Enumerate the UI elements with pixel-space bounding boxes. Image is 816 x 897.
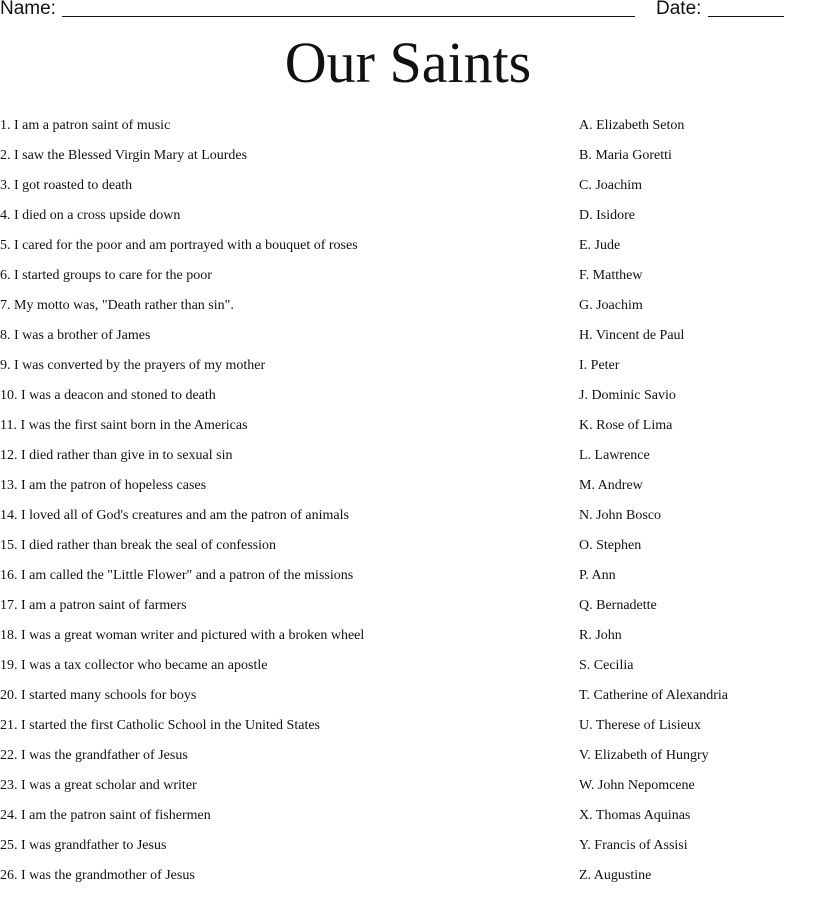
answer-item: S. Cecilia xyxy=(579,658,634,673)
clue-item: 19. I was a tax collector who became an apostle xyxy=(0,658,268,673)
clue-item: 10. I was a deacon and stoned to death xyxy=(0,388,216,403)
answer-item: P. Ann xyxy=(579,568,616,583)
clue-item: 24. I am the patron saint of fishermen xyxy=(0,808,211,823)
name-label: Name: xyxy=(0,0,56,19)
clue-item: 8. I was a brother of James xyxy=(0,328,151,343)
answer-item: Z. Augustine xyxy=(579,868,652,883)
clue-item: 26. I was the grandmother of Jesus xyxy=(0,868,195,883)
answer-item: B. Maria Goretti xyxy=(579,148,672,163)
answer-list xyxy=(579,117,809,897)
clue-item: 1. I am a patron saint of music xyxy=(0,118,171,133)
clue-item: 9. I was converted by the prayers of my mother xyxy=(0,358,266,373)
answer-item: N. John Bosco xyxy=(579,508,662,523)
answer-item: E. Jude xyxy=(579,238,621,253)
answer-item: I. Peter xyxy=(579,358,620,373)
clue-item: 20. I started many schools for boys xyxy=(0,688,197,703)
answer-item: C. Joachim xyxy=(579,178,642,193)
answer-item: M. Andrew xyxy=(579,478,643,493)
clue-item: 5. I cared for the poor and am portrayed with a bouquet of roses xyxy=(0,238,358,253)
clue-item: 4. I died on a cross upside down xyxy=(0,208,181,223)
answer-item: X. Thomas Aquinas xyxy=(579,808,691,823)
clue-item: 2. I saw the Blessed Virgin Mary at Lourdes xyxy=(0,148,248,163)
clue-item: 6. I started groups to care for the poor xyxy=(0,268,212,283)
answer-item: O. Stephen xyxy=(579,538,642,553)
clue-item: 11. I was the first saint born in the Americas xyxy=(0,418,248,433)
clue-item: 17. I am a patron saint of farmers xyxy=(0,598,187,613)
clue-item: 3. I got roasted to death xyxy=(0,178,133,193)
answer-item: U. Therese of Lisieux xyxy=(579,718,701,733)
clue-item: 15. I died rather than break the seal of confession xyxy=(0,538,277,553)
clue-item: 21. I started the first Catholic School in the United States xyxy=(0,718,320,733)
header-line xyxy=(0,0,816,22)
answer-item: Y. Francis of Assisi xyxy=(579,838,688,853)
answer-item: F. Matthew xyxy=(579,268,643,283)
answer-item: D. Isidore xyxy=(579,208,635,223)
clue-item: 13. I am the patron of hopeless cases xyxy=(0,478,207,493)
answer-item: Q. Bernadette xyxy=(579,598,657,613)
clue-item: 22. I was the grandfather of Jesus xyxy=(0,748,188,763)
answer-item: H. Vincent de Paul xyxy=(579,328,685,343)
answer-item: R. John xyxy=(579,628,622,643)
date-label: Date: xyxy=(656,0,702,19)
answer-item: L. Lawrence xyxy=(579,448,650,463)
clue-item: 18. I was a great woman writer and pictured with a broken wheel xyxy=(0,628,365,643)
clue-list xyxy=(0,117,560,897)
clue-item: 14. I loved all of God's creatures and am the patron of animals xyxy=(0,508,349,523)
clue-item: 25. I was grandfather to Jesus xyxy=(0,838,167,853)
answer-item: G. Joachim xyxy=(579,298,643,313)
clue-item: 16. I am called the "Little Flower" and a patron of the missions xyxy=(0,568,354,583)
clue-item: 7. My motto was, "Death rather than sin". xyxy=(0,298,234,313)
answer-item: A. Elizabeth Seton xyxy=(579,118,685,133)
answer-item: T. Catherine of Alexandria xyxy=(579,688,729,703)
answer-item: W. John Nepomcene xyxy=(579,778,695,793)
clue-item: 23. I was a great scholar and writer xyxy=(0,778,197,793)
name-blank-line xyxy=(62,16,635,17)
clue-item: 12. I died rather than give in to sexual sin xyxy=(0,448,233,463)
answer-item: K. Rose of Lima xyxy=(579,418,673,433)
date-blank-line xyxy=(708,16,784,17)
page-title: Our Saints xyxy=(284,30,532,95)
answer-item: V. Elizabeth of Hungry xyxy=(579,748,709,763)
answer-item: J. Dominic Savio xyxy=(579,388,676,403)
